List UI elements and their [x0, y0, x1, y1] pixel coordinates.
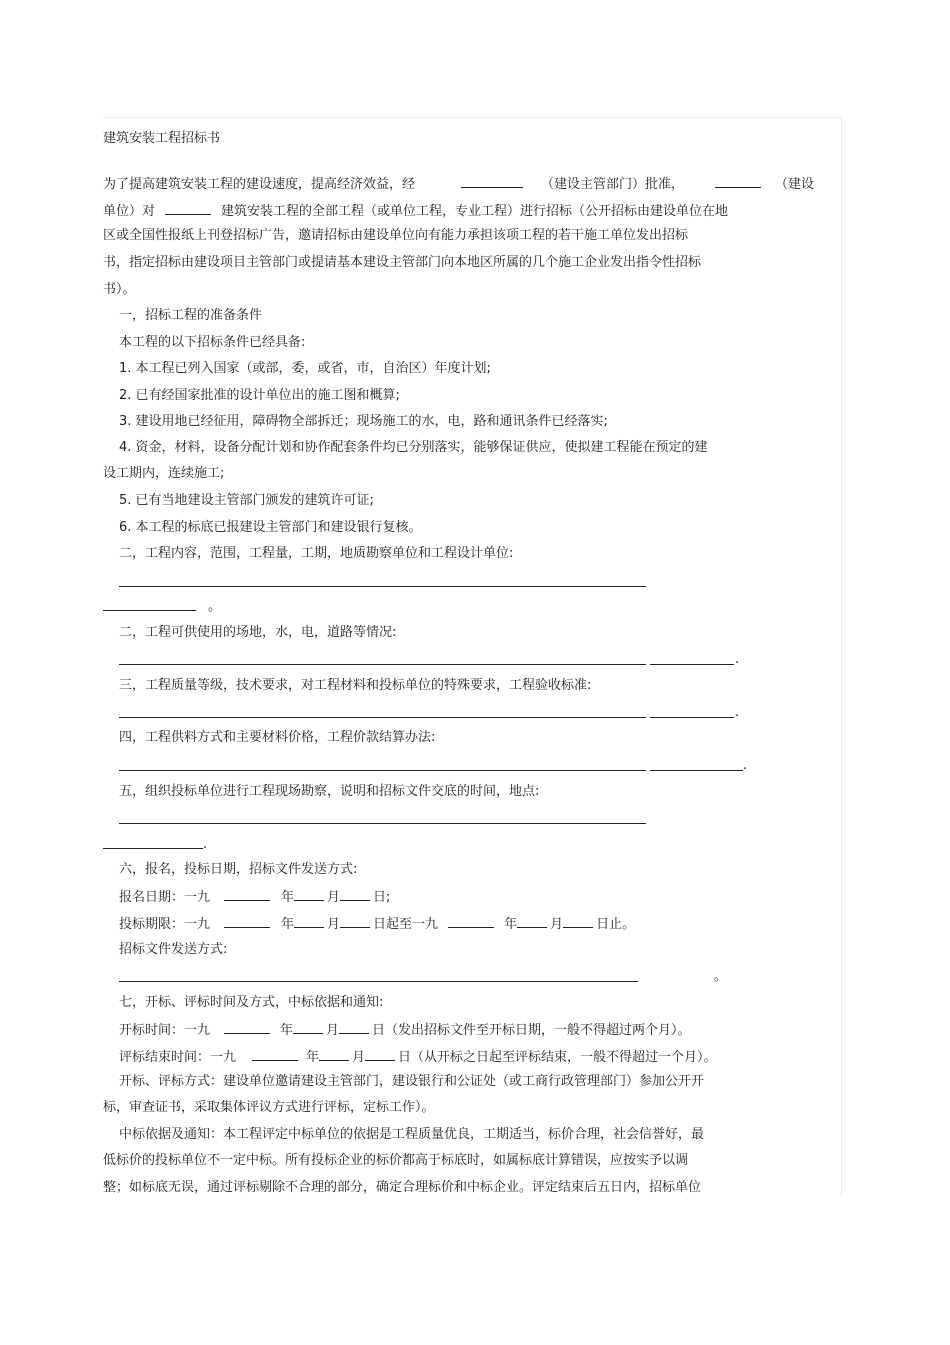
intro-text: （建设 — [775, 177, 815, 192]
label: 月 — [550, 917, 564, 932]
evaluation-method: 开标、评标方式：建设单位邀请建设主管部门，建设银行和公证处（或工商行政管理部门）参加公开开 — [119, 1074, 705, 1089]
award-basis-cont-1: 低标价的投标单位不一定中标。所有投标企业的标价都高于标底时，如属标底计算错误，应按实予以调 — [103, 1153, 689, 1168]
fill-line — [119, 664, 646, 665]
section-2-heading: 二，工程内容，范围，工程量，工期，地质勘察单位和工程设计单位: — [119, 546, 514, 561]
label: 月 — [327, 890, 341, 905]
blank-project — [165, 202, 211, 215]
section-4-heading: 四，工程供料方式和主要材料价格，工程价款结算办法: — [119, 730, 436, 745]
line-end: . — [743, 758, 748, 773]
line-end: . — [735, 652, 740, 667]
fill-line — [119, 586, 646, 587]
blank-year — [448, 915, 494, 928]
blank-year — [252, 1048, 298, 1061]
blank-year — [224, 915, 270, 928]
intro-line-3: 区或全国性报纸上刊登招标广告，邀请招标由建设单位向有能力承担该项工程的若干施工单位发出招标 — [103, 228, 689, 243]
intro-text: 建筑安装工程的全部工程（或单位工程，专业工程）进行招标（公开招标由建设单位在地 — [221, 204, 729, 219]
label: 月 — [326, 1023, 340, 1038]
blank-year — [224, 888, 270, 901]
line-end: 。 — [714, 969, 728, 984]
line-end: . — [735, 705, 740, 720]
line-end: 。 — [208, 599, 222, 614]
fill-line — [119, 717, 646, 718]
blank-authority — [461, 175, 523, 188]
blank-month — [293, 1021, 323, 1034]
condition-5: 5. 已有当地建设主管部门颁发的建筑许可证; — [119, 493, 374, 508]
label: 年 — [281, 890, 295, 905]
label: 开标时间：一九 — [119, 1023, 211, 1038]
label: 报名日期：一九 — [119, 890, 211, 905]
award-basis-cont-2: 整；如标底无误，通过评标剔除不合理的部分，确定合理标价和中标企业。评定结束后五日内，招标单位 — [103, 1180, 702, 1195]
label: 日起至一九 — [373, 917, 439, 932]
label: 日（从开标之日起至评标结束，一般不得超过一个月）。 — [398, 1050, 717, 1065]
section-2b-heading: 二，工程可供使用的场地，水，电，道路等情况: — [119, 625, 397, 640]
condition-6: 6. 本工程的标底已报建设主管部门和建设银行复核。 — [119, 520, 422, 535]
intro-line-1 — [103, 175, 814, 193]
blank-month — [319, 1048, 349, 1061]
intro-text: 为了提高建筑安装工程的建设速度，提高经济效益，经 — [103, 177, 416, 192]
fill-line — [650, 664, 734, 665]
award-basis: 中标依据及通知：本工程评定中标单位的依据是工程质量优良，工期适当，标价合理，社会信誉好，最 — [119, 1127, 705, 1142]
fill-line — [119, 823, 646, 824]
label: 年 — [280, 1023, 294, 1038]
line-end: . — [203, 837, 208, 852]
blank-day — [340, 915, 370, 928]
blank-month — [294, 915, 324, 928]
evaluation-method-cont: 标，审查证书，采取集体评议方式进行评标，定标工作）。 — [103, 1100, 435, 1115]
section-6-heading: 六，报名，投标日期，招标文件发送方式: — [119, 862, 358, 877]
label: 月 — [352, 1050, 366, 1065]
section-7-heading: 七，开标、评标时间及方式，中标依据和通知: — [119, 995, 384, 1010]
fill-line — [119, 770, 646, 771]
opening-time — [119, 1021, 691, 1039]
label: 年 — [306, 1050, 320, 1065]
blank-year — [224, 1021, 270, 1034]
label: 日（发出招标文件至开标日期，一般不得超过两个月）。 — [372, 1023, 691, 1038]
intro-line-4: 书，指定招标由建设项目主管部门或提请基本建设主管部门向本地区所属的几个施工企业发出指令性招标 — [103, 255, 702, 270]
blank-month — [517, 915, 547, 928]
intro-text: （建设主管部门）批准， — [541, 177, 685, 192]
blank-day — [339, 1021, 369, 1034]
fill-line — [103, 848, 203, 849]
fill-line — [650, 717, 734, 718]
registration-date — [119, 888, 390, 906]
intro-line-2 — [103, 202, 728, 220]
evaluation-end-time — [119, 1048, 717, 1066]
send-method-label: 招标文件发送方式: — [119, 942, 228, 957]
fill-line — [119, 981, 638, 982]
label: 投标期限：一九 — [119, 917, 211, 932]
label: 评标结束时间：一九 — [119, 1050, 237, 1065]
fill-line — [650, 770, 743, 771]
intro-line-5: 书）。 — [103, 282, 136, 297]
condition-1: 1. 本工程已列入国家（或部，委，或省，市，自治区）年度计划; — [119, 361, 491, 376]
condition-4-cont: 设工期内，连续施工; — [103, 466, 225, 481]
blank-unit — [715, 175, 761, 188]
blank-day — [365, 1048, 395, 1061]
fill-line — [103, 610, 196, 611]
document-title: 建筑安装工程招标书 — [103, 131, 221, 146]
condition-3: 3. 建设用地已经征用，障碍物全部拆迁；现场施工的水，电，路和通讯条件已经落实; — [119, 414, 608, 429]
blank-day — [340, 888, 370, 901]
label: 年 — [504, 917, 518, 932]
bid-period — [119, 915, 635, 933]
label: 年 — [281, 917, 295, 932]
condition-2: 2. 已有经国家批准的设计单位出的施工图和概算; — [119, 388, 400, 403]
intro-text: 单位）对 — [103, 204, 156, 219]
blank-day — [563, 915, 593, 928]
section-1-lead: 本工程的以下招标条件已经具备: — [119, 335, 306, 350]
section-1-heading: 一，招标工程的准备条件 — [119, 308, 263, 323]
label: 日止。 — [596, 917, 636, 932]
section-5-heading: 五，组织投标单位进行工程现场勘察，说明和招标文件交底的时间，地点: — [119, 784, 540, 799]
label: 月 — [327, 917, 341, 932]
section-3-heading: 三，工程质量等级，技术要求，对工程材料和投标单位的特殊要求，工程验收标准: — [119, 678, 592, 693]
label: 日; — [373, 890, 391, 905]
blank-month — [294, 888, 324, 901]
condition-4: 4. 资金，材料，设备分配计划和协作配套条件均已分别落实，能够保证供应，使拟建工程能在预定的建 — [119, 440, 708, 455]
